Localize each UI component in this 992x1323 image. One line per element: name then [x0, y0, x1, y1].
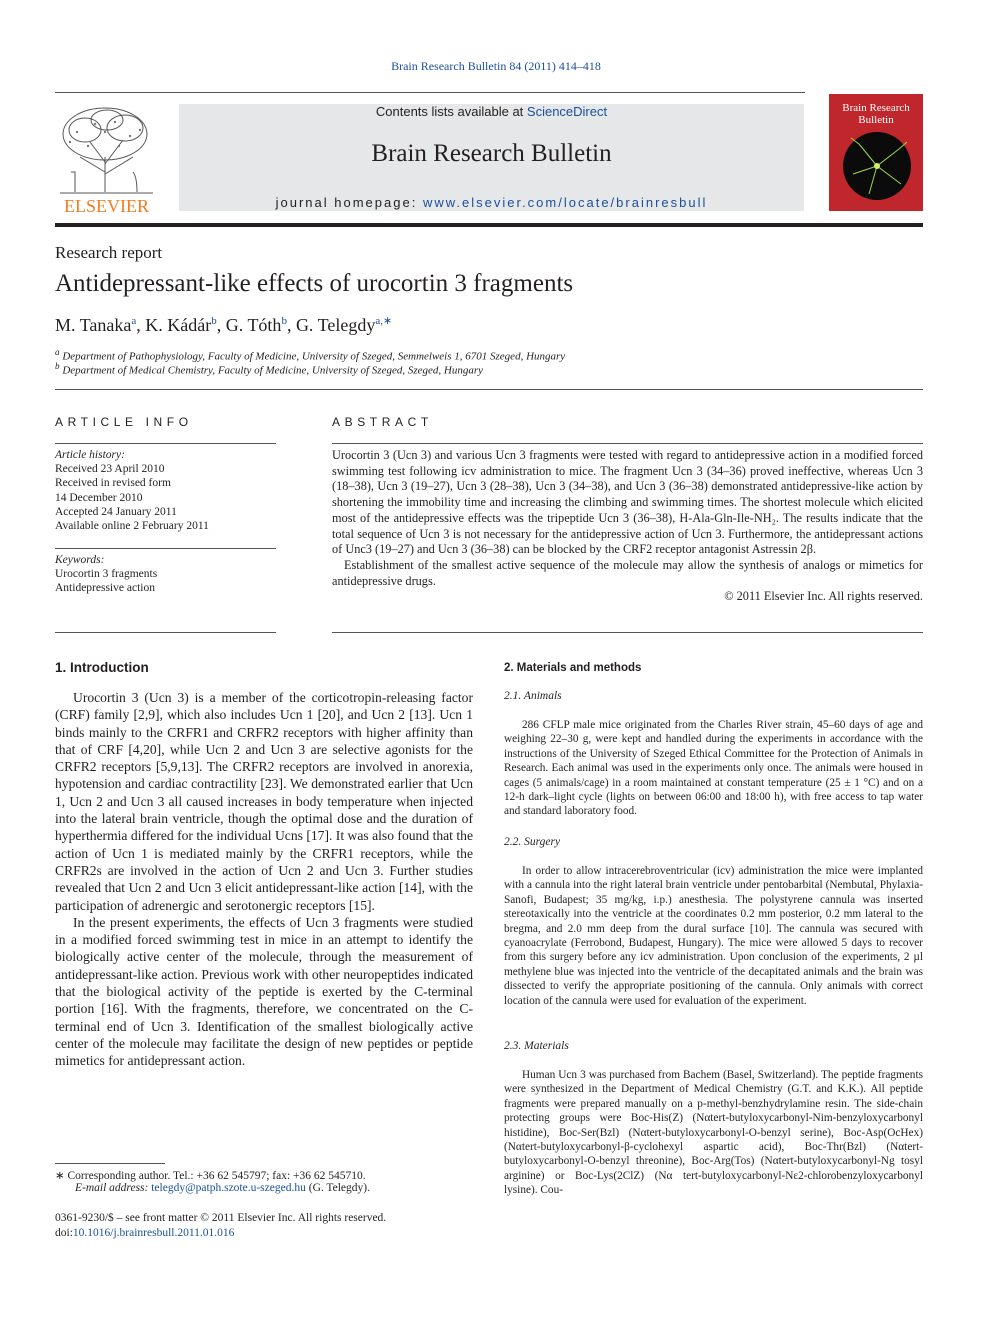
article-info-heading: ARTICLE INFO — [55, 415, 193, 429]
article-title: Antidepressant-like effects of urocortin 3 fragments — [55, 270, 574, 297]
contents-prefix: Contents lists available at — [375, 104, 527, 119]
sciencedirect-link[interactable]: ScienceDirect — [526, 104, 608, 119]
history-item: Received 23 April 2010 — [55, 463, 165, 476]
author-list: M. Tanaka$^a$, K. Kádár$^b$, G. Tóth$^b$, G. Telegdy$^{a,∗}$ — [55, 315, 393, 335]
affiliation-text: Department of Pathophysiology, Faculty of Medicine, University of Szeged, Semmelweis 1, 6701 Szeged, Hungary — [62, 350, 566, 363]
author-name[interactable]: K. Kádár — [145, 315, 212, 335]
abstract-paragraph: Urocortin 3 (Ucn 3) and various Ucn 3 fragments were tested with regard to antidepressive action in a modified forced swimming test following icv administration to mice. The fragment Ucn 3 (34–36) proved ineffective, whereas Ucn 3 (18–38), Ucn 3 (19–27), Ucn 3 (28–38), Ucn 3 (34–38), and Ucn 3 (36–38) demonstrated antidepressive-like action by shortening the immobility time and increasing the climbing and swimming times. The shortest molecule which elicited most of the antidepressive effects was the tripeptide Ucn 3 (36–38), H-Ala-Gln-Ile-NH₂. The results indicate that the total sequence of Ucn 3 is not necessary for the antidepressive action of Ucn 3. Furthermore, the antidepressant actions of Unc3 (19–27) and Ucn 3 (36–38) can be blocked by the CRF2 receptor antagonist Astressin 2β. — [332, 448, 923, 557]
info-rule — [55, 632, 276, 633]
author-name[interactable]: M. Tanaka — [55, 315, 132, 335]
footnote-rule — [55, 1163, 165, 1164]
keyword: Urocortin 3 fragments — [55, 568, 158, 581]
animals-text — [504, 718, 923, 819]
email-link[interactable]: telegdy@patph.szote.u-szeged.hu — [151, 1182, 306, 1194]
author-affiliation-marker[interactable]: a,∗ — [375, 315, 393, 327]
issn-line: 0361-9230/$ – see front matter © 2011 Elsevier Inc. All rights reserved. — [55, 1212, 387, 1224]
paragraph: 286 CFLP male mice originated from the Charles River strain, 45–60 days of age and weighing 22–30 g, were kept and handled during the experiments in accordance with the instructions of the University of Szeged Ethical Committee for the Protection of Animals in Research. Each animal was used in the experiments only once. The animals were housed in cages (5 animals/cage) in a room maintained at constant temperature (25 ± 1 °C) and on a 12-h dark–light cycle (lights on between 06:00 and 18:00 h), with free access to tap water and standard laboratory food. — [504, 719, 923, 818]
history-item: Accepted 24 January 2011 — [55, 505, 177, 518]
journal-homepage — [179, 195, 804, 210]
history-label: Article history: — [55, 449, 125, 461]
author-affiliation-marker[interactable]: b — [211, 315, 217, 327]
keywords — [55, 553, 276, 596]
elsevier-tree-icon — [55, 102, 158, 214]
info-rule — [55, 548, 276, 549]
journal-citation[interactable] — [0, 59, 992, 74]
affiliation-marker: a — [55, 347, 60, 357]
abstract-rule — [332, 443, 923, 444]
article-type: Research report — [55, 243, 163, 262]
affiliation-marker: b — [55, 361, 60, 371]
section-heading: 1. Introduction — [55, 660, 149, 675]
abstract-body — [332, 448, 923, 605]
corresponding-author: ∗ Corresponding author. Tel.: +36 62 545797; fax: +36 62 545710. — [55, 1170, 366, 1182]
abstract-heading: ABSTRACT — [332, 415, 433, 429]
elsevier-wordmark: ELSEVIER — [64, 196, 149, 214]
paragraph: In order to allow intracerebroventricular (icv) administration the mice were implanted with a cannula into the right lateral brain ventricle under pentobarbital (Nembutal, Phylaxia-Sanofi, Budapest; 35 mg/kg, i.p.) anesthesia. The polystyrene cannula was inserted stereotaxically into the ventricle at the coordinates 0.2 mm posterior, 0.2 mm lateral to the bregma, and 2.0 mm deep from the dural surface [10]. The cannula was secured with cyanoacrylate (Ferrobond, Budapest, Hungary). The mice were allowed 5 days to recover from this surgery before any icv administration. Upon conclusion of the experiments, 2 µl methylene blue was injected into the ventricle of the decapitated animals and the brain was dissected to verify the appropriate positioning of the cannula. Only animals with correct location of the cannula were used for evaluation of the experiment. — [504, 865, 923, 1007]
materials-text — [504, 1068, 923, 1198]
copyright: © 2011 Elsevier Inc. All rights reserved. — [724, 589, 923, 604]
header-thick-rule — [55, 223, 923, 227]
surgery-text — [504, 864, 923, 1008]
subsection-heading: 2.1. Animals — [504, 690, 562, 702]
subsection-heading: 2.2. Surgery — [504, 836, 561, 848]
author-name[interactable]: G. Telegdy — [295, 315, 376, 335]
contents-line — [179, 104, 804, 119]
abstract-paragraph: Establishment of the smallest active sequence of the molecule may allow the synthesis of analogs or mimetics for antidepressive drugs. — [332, 557, 923, 588]
keywords-label: Keywords: — [55, 554, 105, 566]
author-affiliation-marker[interactable]: a — [131, 315, 137, 327]
info-rule — [55, 443, 276, 444]
paragraph: Urocortin 3 (Ucn 3) is a member of the corticotropin-releasing factor (CRF) family [2,9], which also includes Ucn 1 [20], and Ucn 2 [13]. Ucn 1 binds mainly to the CRFR1 and CRFR2 receptors with higher affinity than that of CRF [4,20], while Ucn 2 and Ucn 3 are selective agonists for the CRFR2 receptors [5,9,13]. The CRFR2 receptors are involved in anorexia, hypotension and cardiac contractility [23]. We demonstrated earlier that Ucn 1, Ucn 2 and Ucn 3 all caused increases in body temperature when injected into the lateral brain ventricle, though the optimal dose and the duration of hyperthermia differed for the individual Ucns [17]. It was also found that the action of Ucn 1 is mediated mainly by the CRFR1 receptors, while the CRFR2s are involved in the action of Ucn 2 and Ucn 3. Further studies revealed that Ucn 2 and Ucn 3 elicit antidepressant-like action [14], with the participation of adrenergic and serotonergic receptors [15]. — [55, 690, 473, 913]
cover-title: Brain Research Bulletin — [842, 102, 910, 126]
history-item: Received in revised form — [55, 477, 171, 490]
homepage-link[interactable]: www.elsevier.com/locate/brainresbull — [422, 195, 708, 210]
doi-line — [55, 1227, 234, 1239]
subsection-heading: 2.3. Materials — [504, 1040, 569, 1052]
article-history — [55, 448, 276, 533]
author-name[interactable]: G. Tóth — [225, 315, 282, 335]
author-affiliation-marker[interactable]: b — [281, 315, 287, 327]
email-suffix: (G. Telegdy). — [305, 1182, 370, 1194]
intro-body — [55, 689, 473, 1070]
email-label: E-mail address: — [75, 1182, 152, 1194]
homepage-label: journal homepage: — [275, 195, 423, 210]
doi-label: doi: — [55, 1227, 73, 1239]
keyword: Antidepressive action — [55, 582, 155, 595]
journal-cover — [829, 94, 923, 211]
section-heading: 2. Materials and methods — [504, 662, 642, 674]
paragraph: In the present experiments, the effects of Ucn 3 fragments were studied in a modified forced swimming test in mice in an attempt to identify the biologically active center of the molecule, through the measurement of antidepressant-like action. Previous work with other neuropeptides indicated that the biological activity of the peptide is exerted by the C-terminal portion [16]. With the fragments, therefore, we concentrated on the C-terminal end of Ucn 3. Identification of the smallest biologically active center of the molecule may facilitate the design of new peptides or peptide mimetics for antidepressant action. — [55, 914, 473, 1069]
history-item: 14 December 2010 — [55, 491, 143, 504]
email-footnote — [75, 1182, 370, 1194]
doi-link[interactable]: 10.1016/j.brainresbull.2011.01.016 — [72, 1227, 235, 1239]
header-top-rule — [55, 92, 805, 93]
journal-title: Brain Research Bulletin — [371, 140, 612, 167]
history-item: Available online 2 February 2011 — [55, 520, 209, 533]
affiliation-text: Department of Medical Chemistry, Faculty of Medicine, University of Szeged, Szeged, Hungary — [62, 364, 483, 377]
paragraph: Human Ucn 3 was purchased from Bachem (Basel, Switzerland). The peptide fragments were synthesized in the Department of Medical Chemistry (G.T. and K.K.). All peptide fragments were prepared manually on a p-methyl-benzhydrylamine resin. The side-chain protecting groups were Boc-His(Z) (Nαtert-butyloxycarbonyl-Nim-benzyloxycarbonyl histidine), Boc-Ser(Bzl) (Nαtert-butyloxycarbonyl-O-benzyl serine), Boc-Asp(OcHex) (Nαtert-butyloxycarbonyl-β-cyclohexyl aspartic acid), Boc-Thr(Bzl) (Nαtert-butyloxycarbonyl-O-benzyl threonine), Boc-Arg(Tos) (Nαtert-butyloxycarbonyl-Ng tosyl arginine) or Boc-Lys(2ClZ) (Nα tert-butyloxycarbonyl-Nε2-chlorobenzyloxycarbonyl lysine). Cou- — [504, 1069, 923, 1197]
citation-link[interactable]: Brain Research Bulletin 84 (2011) 414–418 — [391, 59, 601, 73]
abstract-rule — [332, 632, 923, 633]
affiliation — [55, 361, 483, 377]
title-rule — [55, 389, 923, 390]
elsevier-logo — [55, 102, 158, 214]
